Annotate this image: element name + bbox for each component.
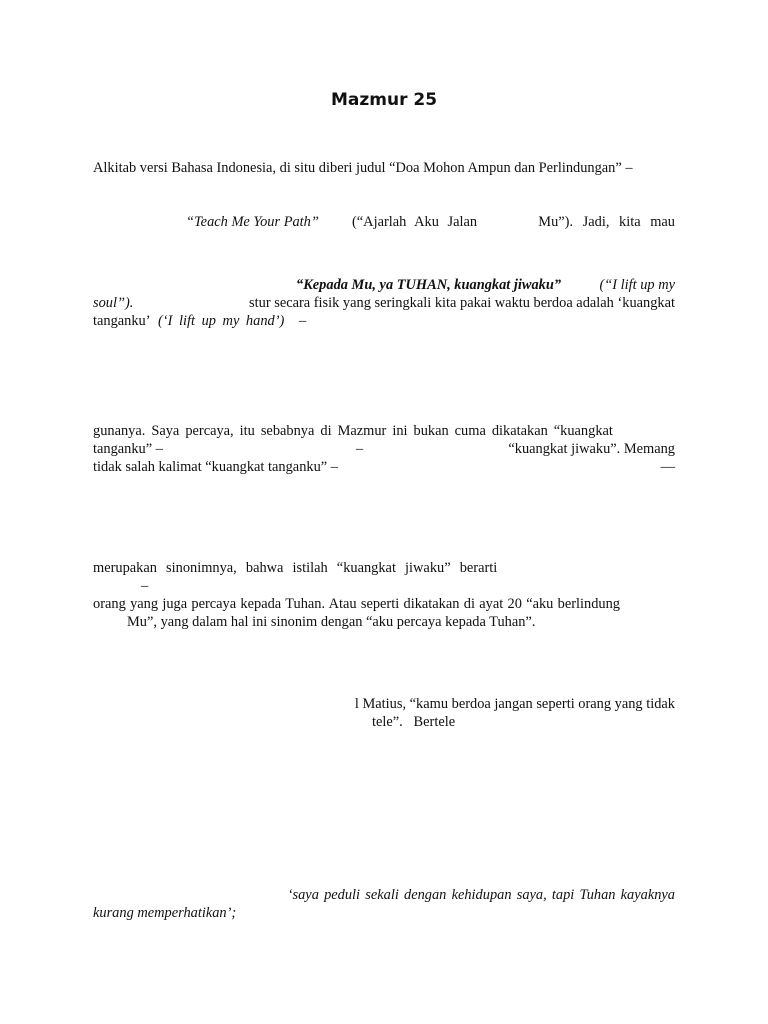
paragraph-7-line-1: ‘saya peduli sekali dengan kehidupan saya, tapi Tuhan kayaknya: [287, 887, 675, 903]
lift-up-hand-text: (‘I lift up my hand’): [158, 313, 285, 329]
paragraph-3-dash: –: [299, 313, 307, 329]
ajarlah-aku-jalan-text: (“Ajarlah Aku Jalan: [352, 214, 478, 230]
paragraph-7-line-2: kurang memperhatikan’;: [93, 905, 237, 921]
paragraph-6-line-2: tele”. Bertele: [372, 714, 456, 730]
kepada-mu-quote: “Kepada Mu, ya TUHAN, kuangkat jiwaku”: [296, 277, 562, 293]
lift-up-soul-text: (“I lift up my: [599, 277, 675, 293]
gesture-text: stur secara fisik yang seringkali kita pakai waktu berdoa adalah ‘kuangkat: [249, 295, 675, 311]
page-title: Mazmur 25: [330, 90, 438, 110]
teach-me-your-path-quote: “Teach Me Your Path”: [186, 214, 319, 230]
paragraph-4-line-2-dash: –: [356, 441, 364, 457]
mu-jadi-text: Mu”). Jadi, kita mau: [538, 214, 675, 230]
paragraph-4-line-1: gunanya. Saya percaya, itu sebabnya di Mazmur ini bukan cuma dikatakan “kuangkat: [93, 423, 613, 439]
paragraph-4-line-3: tidak salah kalimat “kuangkat tanganku” –: [93, 459, 338, 475]
paragraph-5-line-2-dash: –: [141, 578, 149, 594]
paragraph-4-line-3-dash: —: [660, 459, 675, 475]
paragraph-5-line-4: Mu”, yang dalam hal ini sinonim dengan “aku percaya kepada Tuhan”.: [127, 614, 536, 630]
paragraph-4-line-2-end: “kuangkat jiwaku”. Memang: [508, 441, 675, 457]
soul-end-text: soul”).: [93, 295, 134, 311]
paragraph-1-line-1: Alkitab versi Bahasa Indonesia, di situ diberi judul “Doa Mohon Ampun dan Perlindungan” –: [93, 160, 633, 176]
paragraph-5-line-3: orang yang juga percaya kepada Tuhan. Atau seperti dikatakan di ayat 20 “aku berlindung: [93, 596, 621, 612]
paragraph-5-line-1: merupakan sinonimnya, bahwa istilah “kuangkat jiwaku” berarti: [93, 560, 498, 576]
tanganku-text: tanganku’: [93, 313, 151, 329]
paragraph-4-line-2-start: tanganku” –: [93, 441, 163, 457]
paragraph-6-line-1: l Matius, “kamu berdoa jangan seperti orang yang tidak: [354, 696, 675, 712]
